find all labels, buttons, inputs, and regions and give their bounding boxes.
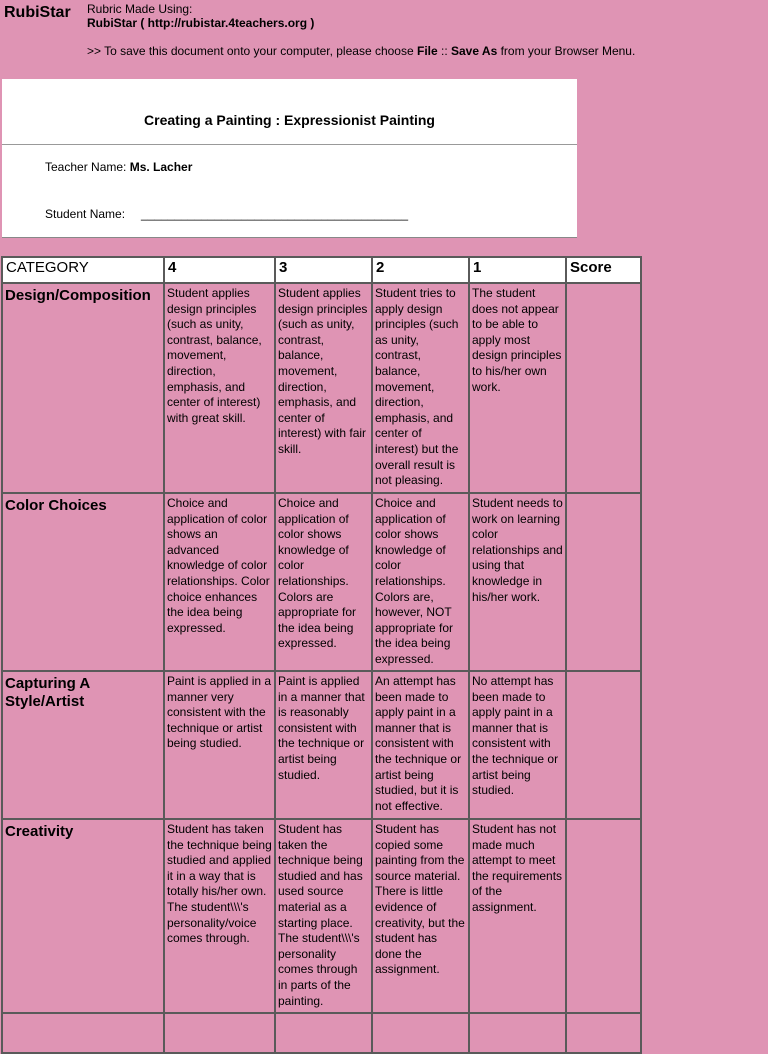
- teacher-label: Teacher Name:: [45, 160, 130, 174]
- table-row: [2, 493, 641, 671]
- header-score-3: 3: [275, 257, 372, 283]
- save-note-prefix: >> To save this document onto your computer, please choose: [87, 44, 417, 58]
- table-cell: Choice and application of color shows an advanced knowledge of color relationships. Color choice enhances the idea being expressed.: [164, 493, 275, 671]
- header-score-4: 4: [164, 257, 275, 283]
- score-cell: [566, 493, 641, 671]
- table-header-row: [2, 257, 641, 283]
- table-cell: [469, 1013, 566, 1053]
- table-row: [2, 819, 641, 1013]
- table-cell: No attempt has been made to apply paint in a manner that is consistent with the technique or artist being studied.: [469, 671, 566, 819]
- table-cell: Student tries to apply design principles (such as unity, contrast, balance, movement, direction, emphasis, and center of interest) but the overall result is not pleasing.: [372, 283, 469, 493]
- table-cell: Student has taken the technique being studied and applied it in a way that is totally his/her own. The student\\\'s personality/voice comes through.: [164, 819, 275, 1013]
- header-score-1: 1: [469, 257, 566, 283]
- save-note-sep: ::: [437, 44, 451, 58]
- score-cell: [566, 819, 641, 1013]
- rubistar-link[interactable]: RubiStar ( http://rubistar.4teachers.org ): [87, 16, 315, 30]
- table-cell: [164, 1013, 275, 1053]
- student-label: Student Name:: [45, 207, 126, 221]
- table-cell: Paint is applied in a manner that is reasonably consistent with the technique or artist being studied.: [275, 671, 372, 819]
- table-row: [2, 671, 641, 819]
- header-score: Score: [566, 257, 641, 283]
- table-cell: An attempt has been made to apply paint in a manner that is consistent with the technique or artist being studied, but it is not effective.: [372, 671, 469, 819]
- row-category: Color Choices: [2, 493, 164, 671]
- table-row: [2, 1013, 641, 1053]
- student-name-line: ________________________________________: [141, 207, 408, 221]
- table-cell: The student does not appear to be able to apply most design principles to his/her own work.: [469, 283, 566, 493]
- made-using-block: [87, 2, 314, 30]
- save-note-file: File: [416, 44, 438, 58]
- table-cell: Student has taken the technique being studied and has used source material as a starting place. The student\\\'s personality comes through in parts of the painting.: [275, 819, 372, 1013]
- header-score-2: 2: [372, 257, 469, 283]
- table-cell: [372, 1013, 469, 1053]
- table-cell: Student applies design principles (such as unity, contrast, balance, movement, direction, emphasis, and center of interest) with fair skill.: [275, 283, 372, 493]
- table-cell: Student has copied some painting from the source material. There is little evidence of creativity, but the student has done the assignment.: [372, 819, 469, 1013]
- save-note-save-as: Save As: [451, 44, 498, 58]
- score-cell: [566, 1013, 641, 1053]
- rubric-table: [1, 256, 642, 1054]
- row-category: [2, 1013, 164, 1053]
- score-cell: [566, 283, 641, 493]
- table-cell: Student applies design principles (such as unity, contrast, balance, movement, direction, emphasis, and center of interest) with great skill.: [164, 283, 275, 493]
- brand-logo: RubiStar: [4, 4, 71, 21]
- made-using-label: Rubric Made Using:: [87, 2, 193, 16]
- rubric-title: Creating a Painting : Expressionist Painting: [144, 112, 435, 128]
- table-cell: Paint is applied in a manner very consistent with the technique or artist being studied.: [164, 671, 275, 819]
- table-cell: Choice and application of color shows knowledge of color relationships. Colors are appropriate for the idea being expressed.: [275, 493, 372, 671]
- row-category: Design/Composition: [2, 283, 164, 493]
- score-cell: [566, 671, 641, 819]
- teacher-name-row: [45, 160, 192, 174]
- rubric-header: [2, 79, 577, 238]
- teacher-name: Ms. Lacher: [129, 160, 193, 174]
- table-cell: [275, 1013, 372, 1053]
- student-name-row: [45, 207, 408, 221]
- table-cell: Choice and application of color shows knowledge of color relationships. Colors are, however, NOT appropriate for the idea being expressed.: [372, 493, 469, 671]
- row-category: Capturing A Style/Artist: [2, 671, 164, 819]
- row-category: Creativity: [2, 819, 164, 1013]
- table-cell: Student needs to work on learning color relationships and using that knowledge in his/her work.: [469, 493, 566, 671]
- header-divider: [2, 144, 577, 145]
- save-instructions: [87, 44, 635, 58]
- table-row: [2, 283, 641, 493]
- header-category: CATEGORY: [2, 257, 164, 283]
- table-cell: Student has not made much attempt to meet the requirements of the assignment.: [469, 819, 566, 1013]
- save-note-suffix: from your Browser Menu.: [497, 44, 636, 58]
